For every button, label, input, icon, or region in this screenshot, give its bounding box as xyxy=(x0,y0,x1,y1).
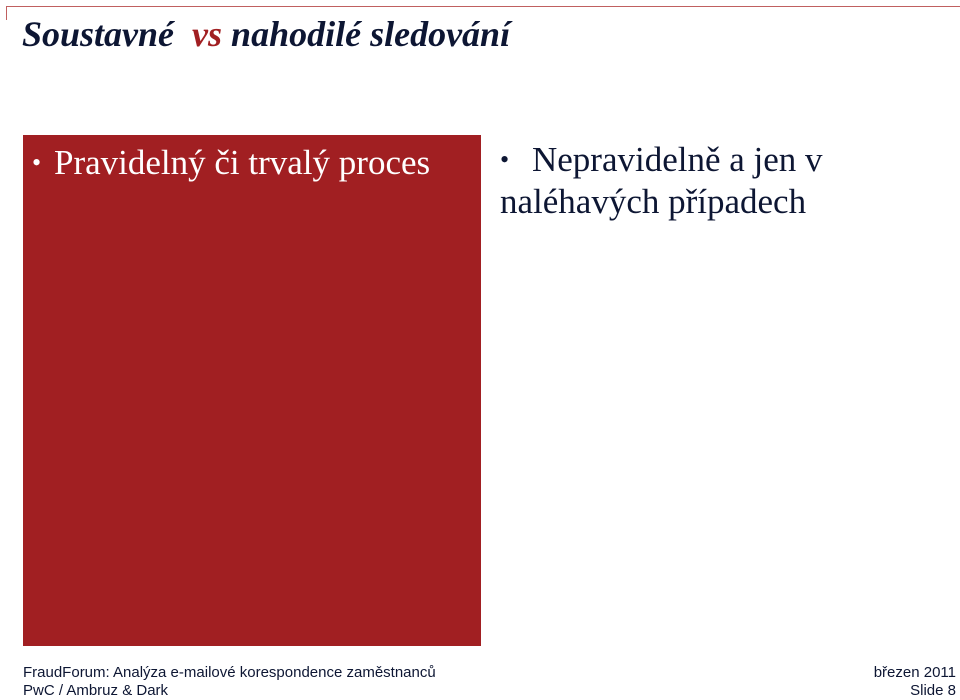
title-part-1: Soustavné xyxy=(22,14,175,54)
title-vs: vs xyxy=(192,14,223,54)
top-border-line xyxy=(6,6,960,7)
footer-project: FraudForum: Analýza e-mailové korespondence zaměstnanců xyxy=(23,664,436,681)
footer-authors: PwC / Ambruz & Dark xyxy=(23,682,169,699)
title-part-2: nahodilé sledování xyxy=(231,14,511,54)
footer-date: březen 2011 xyxy=(873,664,956,681)
right-bullet-line-1: Nepravidelně a jen v xyxy=(532,140,823,179)
bullet-dot-icon: • xyxy=(500,145,510,174)
left-red-panel xyxy=(23,135,481,646)
left-bullet-text: Pravidelný či trvalý proces xyxy=(54,143,431,182)
right-bullet-text xyxy=(500,139,940,223)
right-bullet-item xyxy=(500,139,940,223)
bullet-dot-icon: • xyxy=(32,148,42,177)
right-bullet-line-2: naléhavých případech xyxy=(500,182,807,221)
slide-title xyxy=(22,12,510,56)
left-corner-tick xyxy=(6,6,7,20)
left-bullet-item xyxy=(32,142,477,184)
footer-slide-number: Slide 8 xyxy=(910,682,956,699)
